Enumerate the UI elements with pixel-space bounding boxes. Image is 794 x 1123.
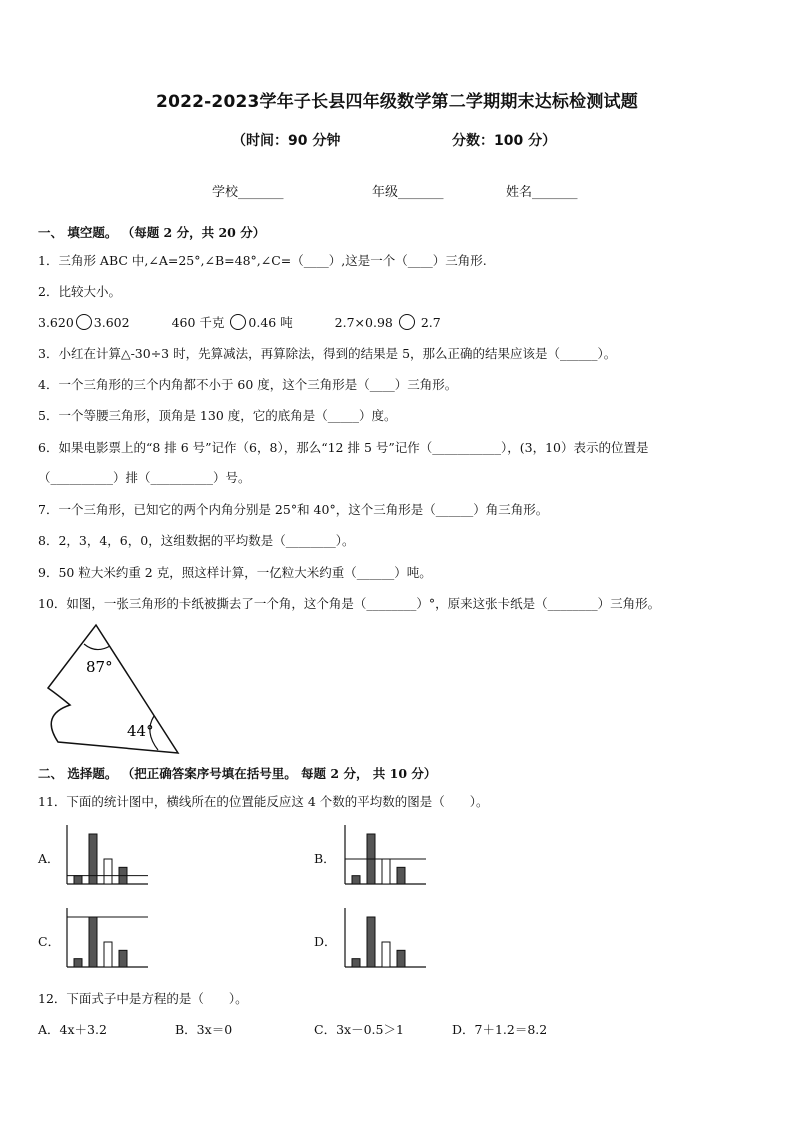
question-8: 8．2，3，4，6，0，这组数据的平均数是（________）。: [38, 533, 355, 548]
option-a-label: A．: [38, 851, 60, 866]
q12-option-c: C．3x－0.5＞1: [314, 1022, 404, 1037]
question-11: 11．下面的统计图中，横线所在的位置能反应这 4 个数的平均数的图是（ ）。: [38, 794, 489, 809]
chart-b: [340, 824, 430, 888]
question-2: 2．比较大小。: [38, 284, 121, 299]
top-angle-label: 87°: [86, 658, 113, 676]
chart-bar: [382, 942, 390, 967]
exam-title: 2022-2023学年子长县四年级数学第二学期期末达标检测试题: [156, 92, 638, 112]
question-1: 1．三角形 ABC 中,∠A=25°,∠B=48°,∠C=（____）,这是一个（____）三角形.: [38, 253, 487, 268]
compare-circle: [230, 314, 246, 330]
triangle-outline: [48, 625, 178, 753]
exam-time: （时间：90 分钟: [232, 133, 341, 149]
question-6: 6．如果电影票上的“8 排 6 号”记作（6，8），那么“12 排 5 号”记作（___________），(3，10）表示的位置是: [38, 440, 649, 455]
compare-value: 2.7: [420, 315, 441, 330]
q12-option-d: D．7＋1.2＝8.2: [452, 1022, 548, 1037]
torn-triangle-figure: [40, 620, 190, 756]
chart-c: [62, 907, 152, 971]
question-5: 5．一个等腰三角形，顶角是 130 度，它的底角是（_____）度。: [38, 408, 397, 423]
chart-bar: [397, 950, 405, 967]
section-1-heading: 一、 填空题。 （每题 2 分，共 20 分）: [38, 225, 266, 240]
section-2-heading: 二、 选择题。 （把正确答案序号填在括号里。 每题 2 分， 共 10 分）: [38, 766, 437, 781]
compare-value: 0.46 吨: [248, 315, 293, 330]
question-7: 7．一个三角形，已知它的两个内角分别是 25°和 40°，这个三角形是（______）角三角形。: [38, 502, 549, 517]
chart-bar: [382, 859, 390, 884]
chart-bar: [89, 834, 97, 884]
question-9: 9．50 粒大米约重 2 克，照这样计算，一亿粒大米约重（______）吨。: [38, 565, 432, 580]
chart-d: [340, 907, 430, 971]
option-b-label: B．: [314, 851, 336, 866]
chart-a: [62, 824, 152, 888]
bottom-angle-label: 44°: [127, 722, 154, 740]
chart-bar: [89, 917, 97, 967]
compare-value: 2.7×0.98: [334, 315, 393, 330]
chart-bar: [104, 942, 112, 967]
option-d-label: D．: [314, 934, 337, 949]
chart-bar: [119, 950, 127, 967]
question-2-items: [38, 313, 441, 331]
question-12: 12．下面式子中是方程的是（ ）。: [38, 991, 248, 1006]
chart-bar: [352, 959, 360, 967]
option-c-label: C．: [38, 934, 61, 949]
compare-circle: [399, 314, 415, 330]
name-field: 姓名_______: [506, 185, 578, 200]
question-4: 4．一个三角形的三个内角都不小于 60 度，这个三角形是（____）三角形。: [38, 377, 458, 392]
compare-circle: [76, 314, 92, 330]
question-10: 10．如图，一张三角形的卡纸被撕去了一个角，这个角是（________）°，原来这张卡纸是（________）三角形。: [38, 596, 661, 611]
q12-option-a: A．4x＋3.2: [38, 1022, 107, 1037]
compare-value: 3.620: [38, 315, 74, 330]
exam-score: 分数：100 分）: [452, 133, 557, 149]
top-angle-arc: [84, 644, 110, 650]
compare-value: 460 千克: [171, 315, 225, 330]
chart-bar: [104, 859, 112, 884]
question-3: 3．小红在计算△-30÷3 时，先算减法，再算除法，得到的结果是 5，那么正确的结果应该是（______）。: [38, 346, 617, 361]
chart-bar: [367, 917, 375, 967]
question-6-continued: （__________）排（__________）号。: [38, 470, 251, 485]
chart-bar: [397, 867, 405, 884]
chart-bar: [352, 876, 360, 884]
grade-field: 年级_______: [372, 185, 444, 200]
q12-option-b: B．3x＝0: [175, 1022, 233, 1037]
compare-value: 3.602: [93, 315, 130, 330]
chart-bar: [74, 959, 82, 967]
chart-bar: [74, 876, 82, 884]
school-field: 学校_______: [212, 185, 284, 200]
